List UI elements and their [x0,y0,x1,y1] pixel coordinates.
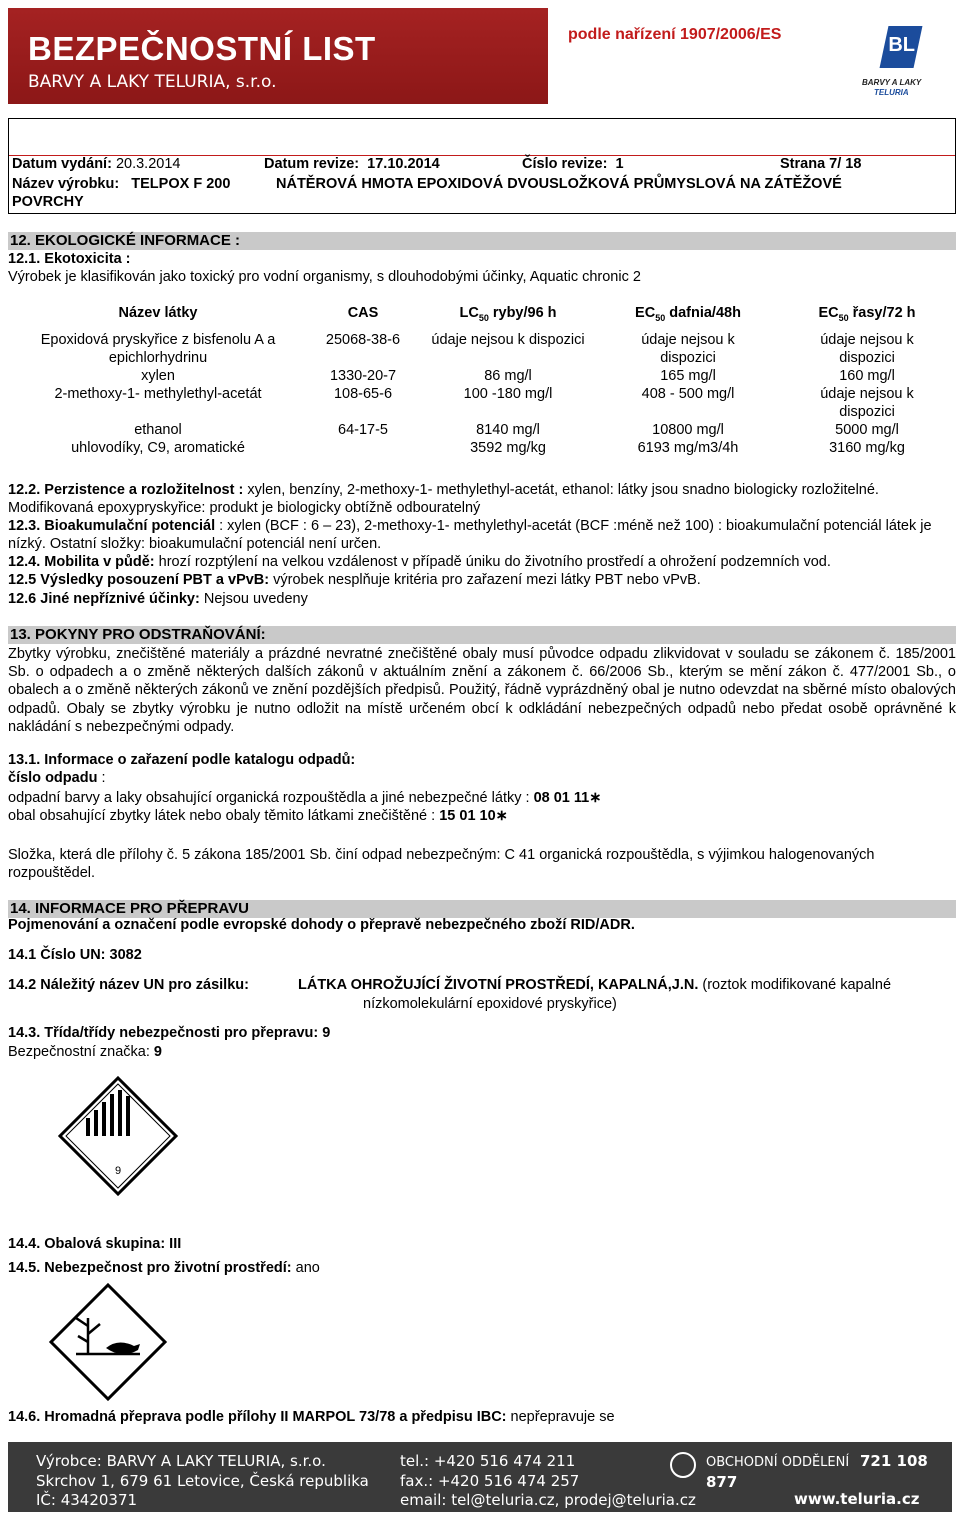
subsection-12-1-title: 12.1. Ekotoxicita : [8,251,131,267]
logo-mark: BL [888,34,915,56]
table-cell: uhlovodíky, C9, aromatické [71,439,245,456]
section-12-heading: 12. EKOLOGICKÉ INFORMACE : [8,232,956,250]
safety-sign: Bezpečnostní značka: 9 [8,1044,162,1060]
footer-website: www.teluria.cz [794,1490,920,1508]
document-title: BEZPEČNOSTNÍ LIST [28,30,376,67]
pbt-paragraph: 12.5 Výsledky posouzení PBT a vPvB: výrobek nesplňuje kritéria pro zařazení mezi látky PBT nebo vPvB. [8,572,701,588]
sales-phone: 721 108 877 [706,1452,928,1491]
table-cell: 64-17-5 [338,421,388,438]
footer-manufacturer [36,1452,369,1511]
table-row [8,331,956,367]
table-cell: 408 - 500 mg/l [641,385,735,402]
persistence-paragraph: 12.2. Perzistence a rozložitelnost : xylen, benzíny, 2-methoxy-1- methylethyl-acetát, ethanol: látky jsou snadno biologicky rozložitelné. Modifikovaná epoxypryskyřice: produkt je biologicky obtížně odbouratelný [8,482,879,517]
table-cell: 2-methoxy-1- methylethyl-acetát [54,385,262,402]
section-13-heading: 13. POKYNY PRO ODSTRAŇOVÁNÍ: [8,626,956,644]
col-header-lc50-fish: $LC_{50}$ ryby/96 h [459,305,557,323]
table-cell: xylen [141,367,175,384]
regulation-reference: podle nařízení 1907/2006/ES [568,26,782,43]
document-footer [8,1442,952,1512]
other-effects-paragraph: 12.6 Jiné nepříznivé účinky: Nejsou uvedeny [8,591,308,607]
footer-line: Skrchov 1, 679 61 Letovice, Česká republika [36,1471,369,1490]
table-cell: 25068-38-6 [325,331,401,348]
marpol-transport: 14.6. Hromadná přeprava podle přílohy II MARPOL 73/78 a předpisu IBC: nepřepravuje se [8,1409,615,1425]
footer-contacts [400,1452,696,1511]
table-cell: 5000 mg/l [835,421,899,438]
waste-code-paints: odpadní barvy a laky obsahující organická rozpouštědla a jiné nebezpečné látky : 08 01 11∗ [8,790,602,806]
table-cell: 160 mg/l [839,367,895,384]
footer-sales [706,1452,952,1492]
table-row [8,367,956,385]
table-cell: údaje nejsou k dispozici [431,331,585,348]
phone-icon [670,1452,696,1478]
table-cell [308,439,418,457]
environment-hazard-pictogram [48,1282,168,1402]
table-cell: 165 mg/l [660,367,716,384]
diamond-number: 9 [115,1165,122,1177]
footer-fax: fax.: +420 516 474 257 [400,1471,580,1490]
issue-date: Datum vydání: 20.3.2014 [12,156,181,172]
bioaccumulation-paragraph: 12.3. Bioakumulační potenciál : xylen (BCF : 6 – 23), 2-methoxy-1- methylethyl-acetát (BCF :méně než 100) : bioakumulační potenciál látek je nízký. Ostatní složky: bioakumulační potenciál není určen. [8,518,932,553]
footer-phone: tel.: +420 516 474 211 [400,1452,576,1470]
table-cell: 108-65-6 [333,385,393,402]
table-cell: 6193 mg/m3/4h [637,439,739,456]
disposal-paragraph: Zbytky výrobku, znečištěné materiály a prázdné nevratné znečištěné obaly musí původce odpadu zlikvidovat v souladu se zákonem č. 185/2001 Sb. o odpadech a o změně některých dalších zákonů v aktuálním znění a zákonem č. 66/2006 Sb., kterým se mění zákon č. 477/2001 Sb., o obalech a o změně některých zákonů ve znění pozdějších předpisů. Použitý, řádně vyprázdněný obal je nutno odevzdat na sběrné místo obalových odpadů. Obaly se zbytky výrobku je nutno odložit na místě určeném obcí k odkládání nebezpečných odpadů nebo předat osobě oprávněné k nakládání s nebezpečnými odpady. [8,646,956,735]
logo-text-line1: BARVY A LAKY [862,78,922,87]
table-cell: 1330-20-7 [329,367,397,384]
col-header-ec50-daphnia: $EC_{50}$ dafnia/48h [635,305,741,323]
sales-label: OBCHODNÍ ODDĚLENÍ [706,1455,850,1470]
table-header-row [8,304,956,331]
company-logo [858,26,938,102]
table-row [8,385,956,421]
table-row [8,439,956,457]
environmental-hazard: 14.5. Nebezpečnost pro životní prostředí: ano [8,1260,320,1276]
table-cell: Epoxidová pryskyřice z bisfenolu A a epichlorhydrinu [40,331,276,366]
table-row [8,421,956,439]
waste-code-packaging: obal obsahující zbytky látek nebo obaly těmito látkami znečištěné : 15 01 10∗ [8,808,508,824]
transport-intro: Pojmenování a označení podle evropské dohody o přepravě nebezpečného zboží RID/ADR. [8,917,635,933]
hazard-class: 14.3. Třída/třídy nebezpečnosti pro přepravu: 9 [8,1025,331,1041]
subsection-13-1-title: 13.1. Informace o zařazení podle katalogu odpadů: [8,752,356,768]
logo-text-line2: TELURIA [874,88,909,97]
section-14-heading: 14. INFORMACE PRO PŘEPRAVU [8,900,956,918]
table-cell: údaje nejsou k dispozici [820,331,914,366]
table-cell: 86 mg/l [484,367,532,384]
revision-number: Číslo revize: 1 [522,156,624,172]
footer-line: IČ: 43420371 [36,1491,138,1509]
col-header-substance: Název látky [118,305,198,321]
un-proper-name-note: nízkomolekulární epoxidové pryskyřice) [363,996,617,1012]
table-cell: 8140 mg/l [476,421,540,438]
page-number: Strana 7/ 18 [780,156,862,172]
mobility-paragraph: 12.4. Mobilita v půdě: hrozí rozptýlení na velkou vzdálenost v případě úniku do životního prostředí a ohrožení podzemních vod. [8,554,831,570]
document-header [8,8,952,104]
hazardous-component-note: Složka, která dle přílohy č. 5 zákona 185/2001 Sb. činí odpad nebezpečným: C 41 organická rozpouštědla, s výjimkou halogenovaných rozpouštědel. [8,847,875,882]
un-number: 14.1 Číslo UN: 3082 [8,947,142,963]
footer-email: email: tel@teluria.cz, prodej@teluria.cz [400,1491,696,1509]
product-name: Název výrobku: TELPOX F 200 [12,176,231,192]
table-cell: 10800 mg/l [652,421,724,438]
product-description: NÁTĚROVÁ HMOTA EPOXIDOVÁ DVOUSLOŽKOVÁ PRŮMYSLOVÁ NA ZÁTĚŽOVÉ [276,176,842,192]
un-proper-name: LÁTKA OHROŽUJÍCÍ ŽIVOTNÍ PROSTŘEDÍ, KAPALNÁ,J.N. (roztok modifikované kapalné [298,977,892,993]
un-name-label: 14.2 Náležitý název UN pro zásilku: [8,977,249,993]
table-cell: údaje nejsou k dispozici [820,385,914,420]
ecotoxicity-table [8,304,956,457]
packing-group: 14.4. Obalová skupina: III [8,1236,182,1252]
waste-code-label: číslo odpadu : [8,770,106,786]
col-header-ec50-algae: $EC_{50}$ řasy/72 h [818,305,916,323]
hazard-class-9-pictogram [58,1076,178,1196]
table-cell: 100 -180 mg/l [463,385,553,402]
table-cell: ethanol [134,421,182,438]
table-cell: 3160 mg/kg [829,439,905,456]
table-cell: údaje nejsou k dispozici [641,331,735,366]
revision-date: Datum revize: 17.10.2014 [264,156,440,172]
table-cell: 3592 mg/kg [470,439,546,456]
ecotoxicity-text: Výrobek je klasifikován jako toxický pro vodní organismy, s dlouhodobými účinky, Aquatic chronic 2 [8,269,641,285]
company-name: BARVY A LAKY TELURIA, s.r.o. [28,72,277,92]
footer-line: Výrobce: BARVY A LAKY TELURIA, s.r.o. [36,1452,326,1470]
product-description-cont: POVRCHY [12,194,84,210]
col-header-cas: CAS [347,305,379,321]
